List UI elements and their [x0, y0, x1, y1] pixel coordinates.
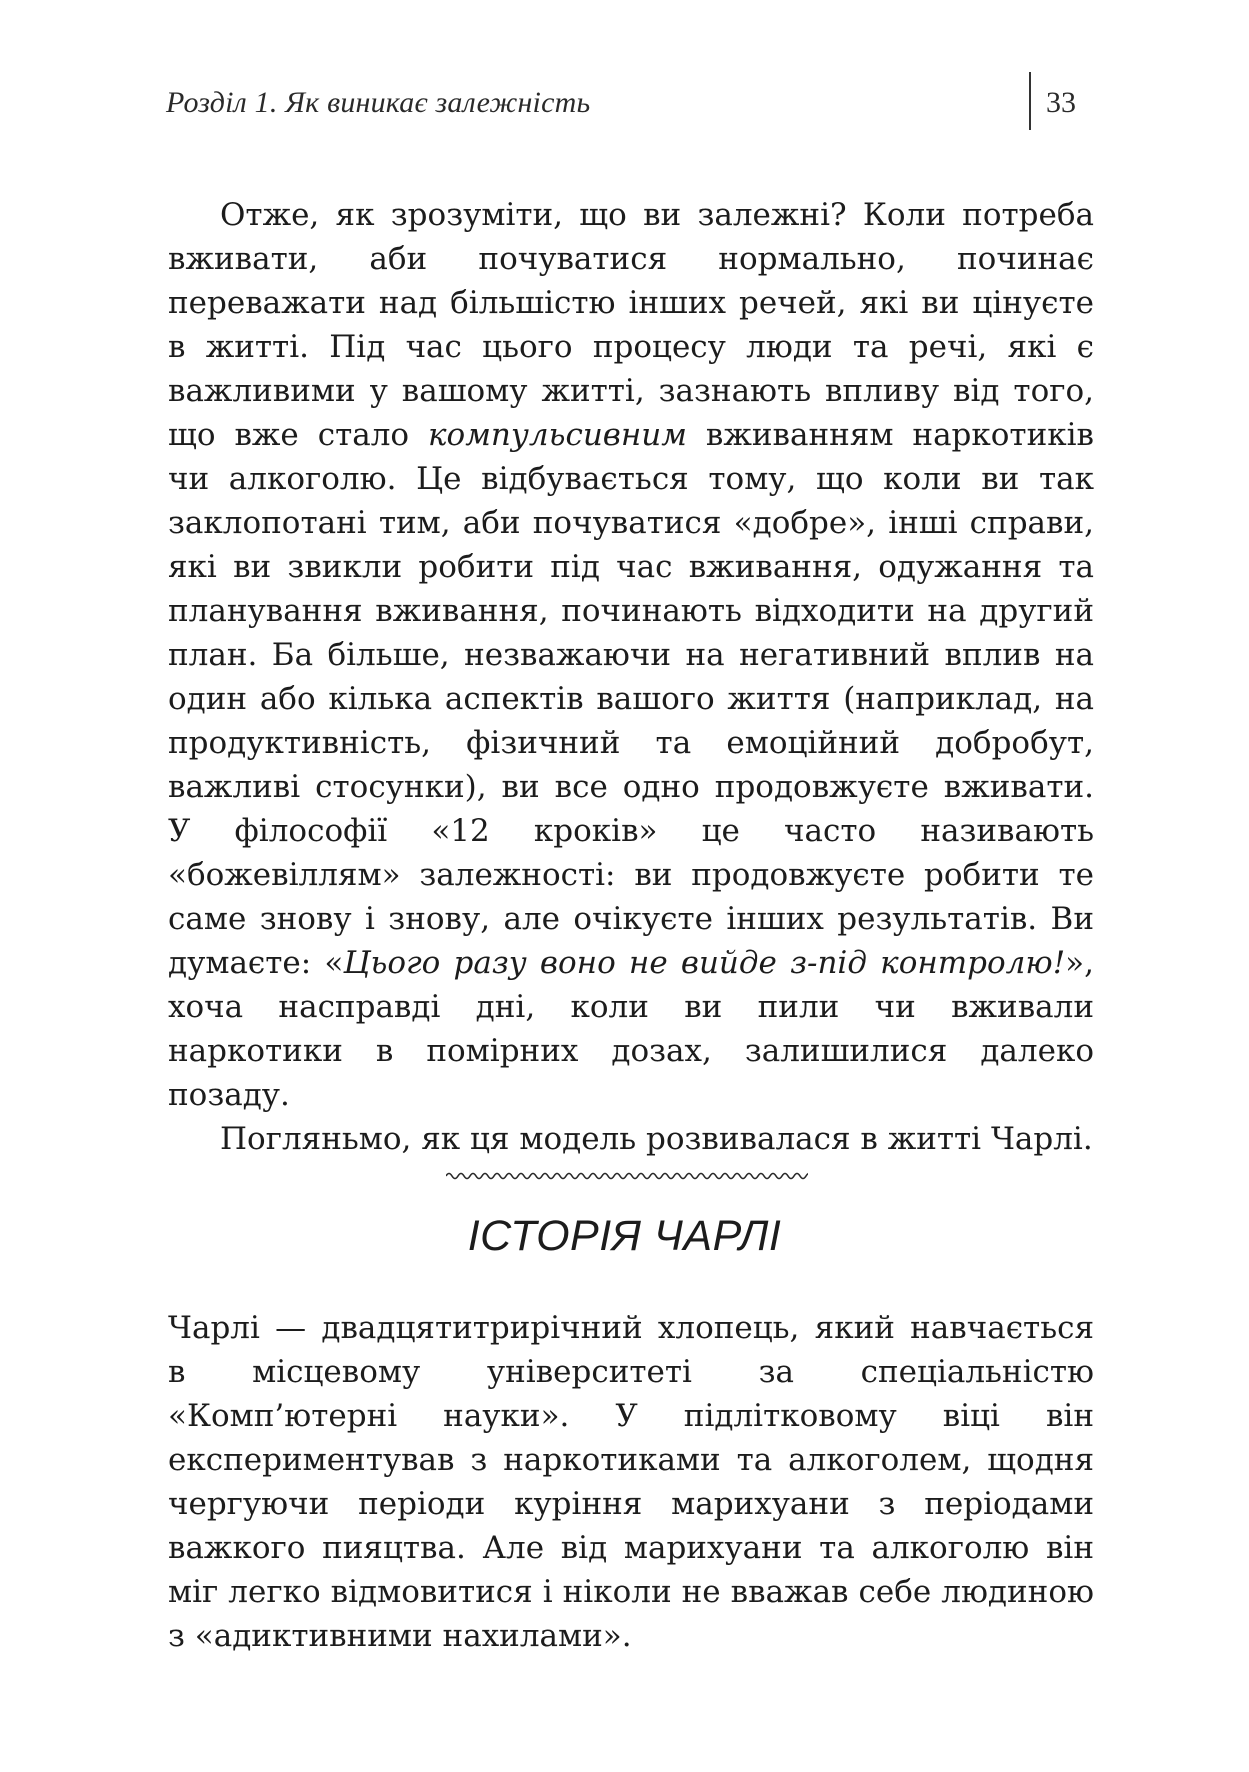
story-text [168, 1306, 1094, 1658]
running-head: Розділ 1. Як виникає залежність [166, 86, 591, 119]
emphasis-quote: Цього разу воно не вийде з-під контролю! [343, 945, 1066, 981]
emphasis-text: компульсивним [428, 417, 687, 453]
wavy-divider-ornament [446, 1167, 808, 1185]
body-text-run: Отже, як зрозуміти, що ви залежні? Коли потреба вживати, аби почуватися нормально, починає переважати над більшістю інших речей, які ви цінуєте в житті. Під час цього процесу люди та речі, які є важливими у вашому житті, зазнають впливу від того, що вже стало [168, 197, 1094, 453]
page-number: 33 [1046, 86, 1076, 119]
story-paragraph: Чарлі — двадцятитрирічний хлопець, який навчається в місцевому університеті за спеціальністю «Комп’ютерні науки». У підлітковому віці він експериментував з наркотиками та алкоголем, щодня чергуючи періоди куріння марихуани з періодами важкого пияцтва. Але від марихуани та алкоголю він міг легко відмовитися і ніколи не вважав себе людиною з «адиктивними нахилами». [168, 1310, 1094, 1654]
body-paragraph: Погляньмо, як ця модель розвивалася в житті Чарлі. [220, 1121, 1093, 1157]
section-title: ІСТОРІЯ ЧАРЛІ [467, 1212, 782, 1260]
body-paragraph [168, 193, 1094, 1117]
body-text-run: вживанням наркотиків чи алкоголю. Це відбувається тому, що коли ви так заклопотані тим, аби почуватися «добре», інші справи, які ви звикли робити під час вживання, одужання та планування вживання, починають відходити на другий план. Ба більше, незважаючи на негативний вплив на один або кілька аспектів вашого життя (наприклад, на продуктивність, фізичний та емоційний добробут, важливі стосунки), ви все одно продовжуєте вживати. У філософії «12 кроків» це часто називають «божевіллям» залежності: ви продовжуєте робити те саме знову і знову, але очікуєте інших результатів. Ви думаєте: « [168, 417, 1094, 981]
main-text [168, 193, 1094, 1161]
body-text-run: », хоча насправді дні, коли ви пили чи вживали наркотики в помірних дозах, залишилися далеко позаду. [168, 945, 1094, 1113]
header-divider [1029, 72, 1031, 130]
